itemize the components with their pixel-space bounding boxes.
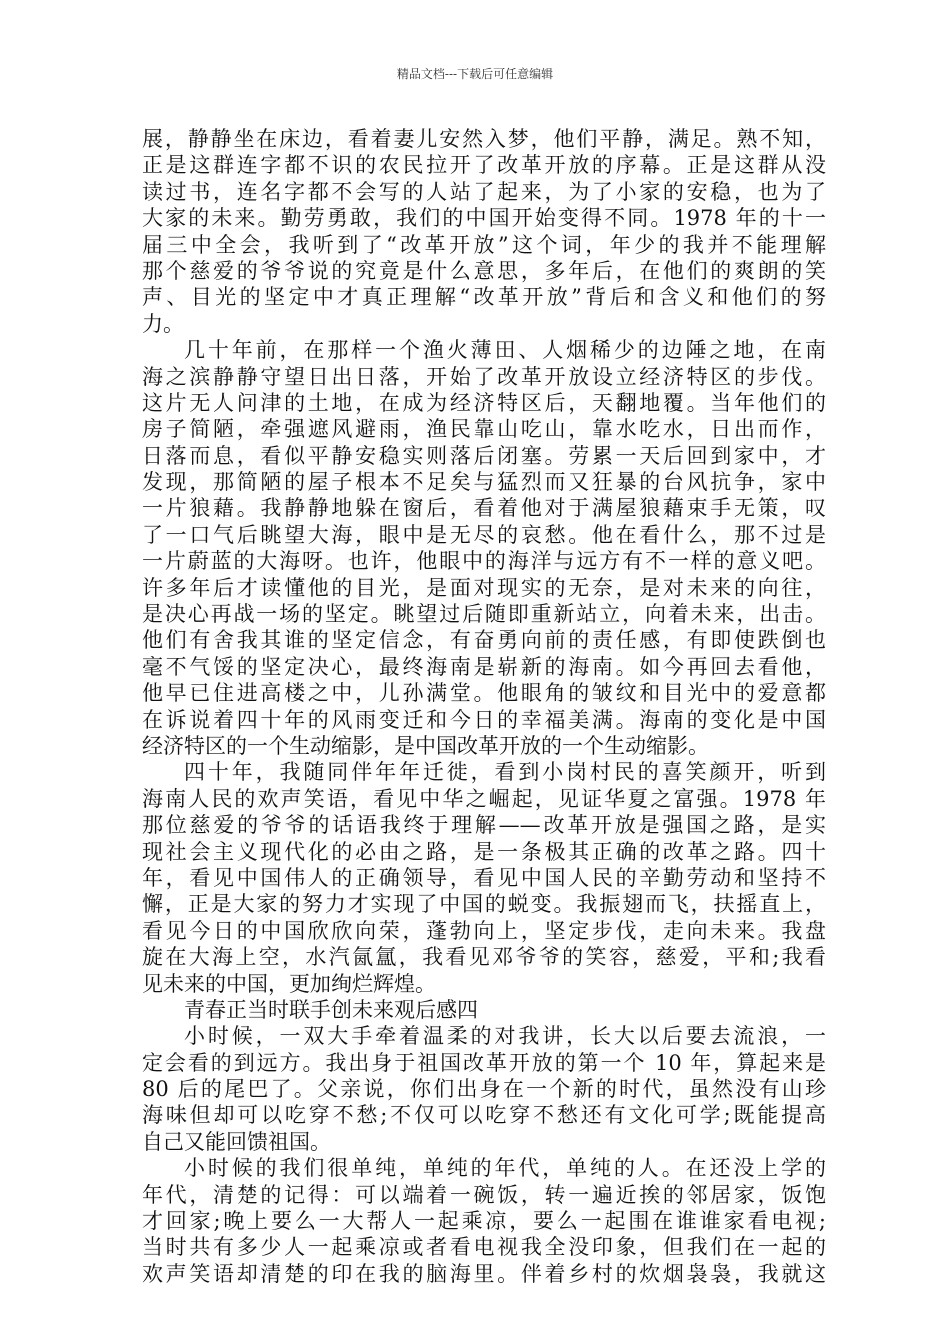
text-line: 他早已住进高楼之中，儿孙满堂。他眼角的皱纹和目光中的爱意都	[142, 681, 826, 706]
document-body	[142, 126, 826, 1287]
text-line: 海南人民的欢声笑语，看见中华之崛起，见证华夏之富强。1978 年	[142, 786, 826, 811]
text-line: 发现，那简陋的屋子根本不足矣与猛烈而又狂暴的台风抗争，家中	[142, 470, 826, 495]
text-line: 才回家;晚上要么一大帮人一起乘凉，要么一起围在谁谁家看电视;	[142, 1209, 826, 1234]
text-line: 年，看见中国伟人的正确领导，看见中国人民的辛勤劳动和坚持不	[142, 865, 826, 890]
text-line: 小时候的我们很单纯，单纯的年代，单纯的人。在还没上学的	[184, 1156, 826, 1181]
text-line: 许多年后才读懂他的目光，是面对现实的无奈，是对未来的向往，	[142, 575, 826, 600]
text-line: 旋在大海上空，水汽氤氲，我看见邓爷爷的笑容，慈爱，平和;我看	[142, 945, 826, 970]
text-line: 几十年前，在那样一个渔火薄田、人烟稀少的边陲之地，在南	[184, 338, 826, 363]
page-header: 精品文档---下载后可任意编辑	[396, 67, 554, 81]
text-line: 那个慈爱的爷爷说的究竟是什么意思，多年后，在他们的爽朗的笑	[142, 258, 826, 283]
text-line: 定会看的到远方。我出身于祖国改革开放的第一个 10 年，算起来是	[142, 1050, 826, 1075]
text-line: 在诉说着四十年的风雨变迁和今日的幸福美满。海南的变化是中国	[142, 707, 826, 732]
text-line: 青春正当时联手创未来观后感四	[184, 997, 478, 1022]
text-line: 欢声笑语却清楚的印在我的脑海里。伴着乡村的炊烟袅袅，我就这	[142, 1261, 826, 1286]
text-line: 四十年，我随同伴年年迁徙，看到小岗村民的喜笑颜开，听到	[184, 760, 826, 785]
text-line: 年代，清楚的记得：可以端着一碗饭，转一遍近挨的邻居家，饭饱	[142, 1182, 826, 1207]
text-line: 力。	[142, 311, 184, 336]
text-line: 了一口气后眺望大海，眼中是无尽的哀愁。他在看什么，那不过是	[142, 522, 826, 547]
text-line: 届三中全会，我听到了“改革开放”这个词，年少的我并不能理解	[142, 232, 826, 257]
text-line: 日落而息，看似平静安稳实则落后闭塞。劳累一天后回到家中，才	[142, 443, 826, 468]
text-line: 那位慈爱的爷爷的话语我终于理解——改革开放是强国之路，是实	[142, 813, 826, 838]
text-line: 小时候，一双大手牵着温柔的对我讲，长大以后要去流浪，一	[184, 1024, 826, 1049]
text-line: 这片无人问津的土地，在成为经济特区后，天翻地覆。当年他们的	[142, 390, 826, 415]
text-line: 现社会主义现代化的必由之路，是一条极其正确的改革之路。四十	[142, 839, 826, 864]
text-line: 房子简陋，牵强遮风避雨，渔民靠山吃山，靠水吃水，日出而作，	[142, 417, 826, 442]
text-line: 经济特区的一个生动缩影，是中国改革开放的一个生动缩影。	[142, 733, 709, 758]
text-line: 见未来的中国，更加绚烂辉煌。	[142, 971, 436, 996]
text-line: 懈，正是大家的努力才实现了中国的蜕变。我振翅而飞，扶摇直上，	[142, 892, 826, 917]
text-line: 80 后的尾巴了。父亲说，你们出身在一个新的时代，虽然没有山珍	[142, 1077, 826, 1102]
text-line: 一片狼藉。我静静地躲在窗后，看着他对于满屋狼藉束手无策，叹	[142, 496, 826, 521]
text-line: 声、目光的坚定中才真正理解“改革开放”背后和含义和他们的努	[142, 285, 826, 310]
text-line: 毫不气馁的坚定决心，最终海南是崭新的海南。如今再回去看他，	[142, 654, 826, 679]
text-line: 展，静静坐在床边，看着妻儿安然入梦，他们平静，满足。熟不知，	[142, 127, 826, 151]
text-line: 看见今日的中国欣欣向荣，蓬勃向上，坚定步伐，走向未来。我盘	[142, 918, 826, 943]
text-line: 他们有舍我其谁的坚定信念，有奋勇向前的责任感，有即使跌倒也	[142, 628, 826, 653]
text-line: 读过书，连名字都不会写的人站了起来，为了小家的安稳，也为了	[142, 179, 826, 204]
text-line: 正是这群连字都不识的农民拉开了改革开放的序幕。正是这群从没	[142, 153, 826, 178]
text-line: 海之滨静静守望日出日落，开始了改革开放设立经济特区的步伐。	[142, 364, 826, 389]
text-line: 一片蔚蓝的大海呀。也许，他眼中的海洋与远方有不一样的意义吧。	[142, 549, 826, 574]
text-line: 当时共有多少人一起乘凉或者看电视我全没印象，但我们在一起的	[142, 1235, 826, 1260]
text-line: 自己又能回馈祖国。	[142, 1129, 331, 1154]
text-line: 海味但却可以吃穿不愁;不仅可以吃穿不愁还有文化可学;既能提高	[142, 1103, 826, 1128]
text-line: 是决心再战一场的坚定。眺望过后随即重新站立，向着未来，出击。	[142, 602, 826, 627]
text-line: 大家的未来。勤劳勇敢，我们的中国开始变得不同。1978 年的十一	[142, 206, 826, 231]
